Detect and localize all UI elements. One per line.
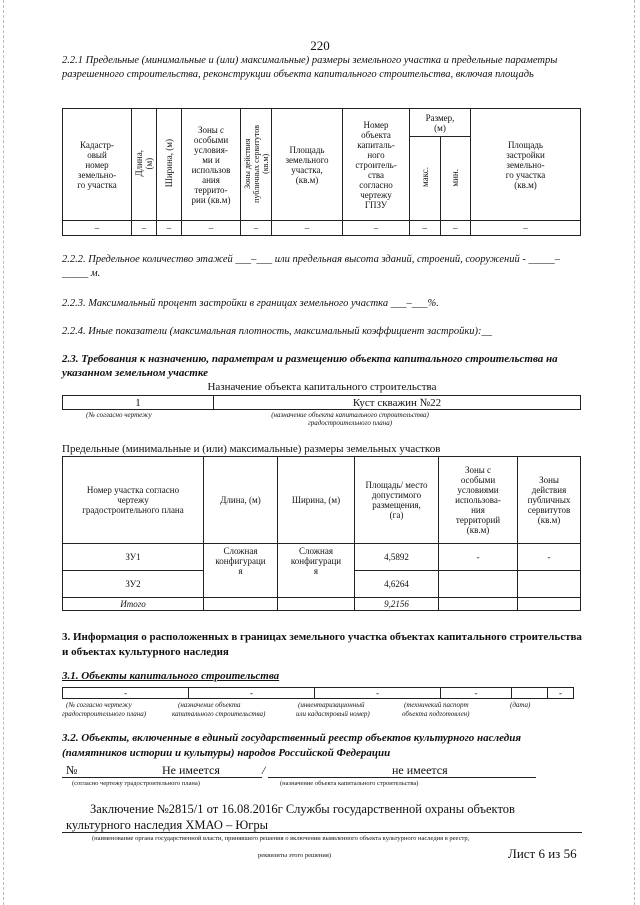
caption-purpose: (назначение объекта капитального строительства)	[271, 411, 429, 419]
object-purpose: Куст скважин №22	[214, 396, 581, 410]
cultural-name-value: не имеется	[392, 763, 448, 777]
caption-31-purpose: (назначение объекта	[178, 701, 241, 709]
caption-31-passport-2: объекта подготовлен)	[402, 710, 470, 718]
caption-31-purpose-2: капитального строительства)	[172, 710, 266, 718]
caption-conclusion: (наименование органа государственной власти, принявшего решения о включении выявленного объекта культурного наследия в реестр,	[92, 835, 470, 842]
th-plot-servitude: Зоны действия публичных сервитутов (кв.м)	[518, 457, 581, 544]
table-2-2-1	[62, 108, 581, 236]
th-plot-length: Длина, (м)	[204, 457, 278, 544]
conclusion-line-1: Заключение №2815/1 от 16.08.2016г Службы государственной охраны объектов	[90, 802, 515, 816]
caption-32-name: (назначение объекта капитального строительства)	[280, 780, 419, 787]
cultural-slash: /	[262, 763, 266, 777]
th-cadastr: Кадастр- овый номер земельно- го участка	[63, 109, 132, 221]
caption-31-no-2: градостроительного плана)	[62, 710, 147, 718]
table-sizes	[62, 456, 581, 611]
th-plot-no: Номер участка согласно чертежу градостроительного плана	[63, 457, 204, 544]
caption-31-inv-2: или кадастровый номер)	[296, 710, 370, 718]
sheet-number: Лист 6 из 56	[508, 846, 577, 861]
th-size: Размер, (м)	[410, 109, 471, 137]
section-2-2-4: 2.2.4. Иные показатели (максимальная плотность, максимальный коэффициент застройки):__	[62, 326, 493, 337]
scan-edge-right	[634, 0, 635, 905]
th-length: Длина, (м)	[132, 109, 157, 221]
section-3-2-heading: 3.2. Объекты, включенные в единый государственный реестр объектов культурного наследия (памятников истории и культуры) народов Российской Федерации	[62, 732, 521, 759]
object-number: 1	[63, 396, 214, 410]
sizes-title: Предельные (минимальные и (или) максимальные) размеры земельных участков	[62, 443, 441, 455]
caption-purpose-2: градостроительного плана)	[307, 419, 393, 427]
underline-conclusion	[62, 832, 582, 833]
cultural-no-label: №	[66, 763, 78, 777]
underline-no	[62, 777, 262, 778]
scan-edge-left	[3, 0, 4, 905]
section-3-1-heading: 3.1. Объекты капитального строительства	[62, 670, 280, 682]
section-2-2-2: 2.2.2. Предельное количество этажей ___–___ или предельная высота зданий, строений, сооружений - _____–_____ м.	[62, 254, 560, 279]
table-row: – – – – – – – – – –	[63, 221, 581, 236]
table-row: ЗУ1 Сложная конфигураци я Сложная конфигураци я 4,5892 - -	[63, 543, 581, 570]
page-number: 220	[310, 38, 330, 53]
purpose-title: Назначение объекта капитального строительства	[207, 381, 437, 393]
section-3-heading: 3. Информация о расположенных в границах земельного участка объектах капитального строительства и объектах культурного наследия	[62, 631, 582, 658]
caption-32-no: (согласно чертежу градостроительного плана)	[72, 780, 200, 787]
th-width: Ширина, (м)	[157, 109, 182, 221]
th-object-no: Номер объекта капиталь- ного строитель- ства согласно чертежу ГПЗУ	[343, 109, 410, 221]
caption-no: (№ согласно чертежу	[86, 411, 152, 419]
table-row-total: Итого 9,2156	[63, 597, 581, 610]
conclusion-line-2: культурного наследия ХМАО – Югры	[66, 818, 269, 832]
th-servitude: Зоны действия публичных сервитутов (кв.м)	[241, 109, 272, 221]
table-3-1: - - - - -	[62, 687, 574, 699]
caption-31-inv: (инвентаризационный	[298, 701, 365, 709]
section-2-2-3: 2.2.3. Максимальный процент застройки в границах земельного участка ___–___%.	[62, 298, 439, 309]
purpose-table	[62, 395, 581, 410]
th-area: Площадь земельного участка, (кв.м)	[272, 109, 343, 221]
th-plot-area: Площадь/ место допустимого размещения, (га)	[355, 457, 439, 544]
th-zones: Зоны с особыми условия- ми и использов ания террито- рии (кв.м)	[182, 109, 241, 221]
th-min: мин.	[440, 137, 471, 221]
th-max: макс.	[410, 137, 441, 221]
th-plot-width: Ширина, (м)	[278, 457, 355, 544]
caption-conclusion-2: реквизиты этого решения)	[258, 852, 332, 859]
underline-name	[268, 777, 536, 778]
section-2-2-1-heading: 2.2.1 Предельные (минимальные и (или) максимальные) размеры земельного участка и предельные параметры разрешенного строительства, реконструкции объекта капитального строительства, включая площадь	[62, 55, 558, 80]
cultural-no-value: Не имеется	[162, 763, 220, 777]
th-plot-zones: Зоны с особыми условиями использова- ния территорий (кв.м)	[439, 457, 518, 544]
caption-31-passport: (техничекий паспорт	[404, 701, 469, 709]
caption-31-no: (№ согласно чертежу	[66, 701, 132, 709]
table-row: ЗУ2 4,6264	[63, 570, 581, 597]
section-2-3-heading: 2.3. Требования к назначению, параметрам и размещению объекта капитального строительства на указанном земельном участке	[62, 353, 558, 379]
caption-31-date: (дата)	[510, 701, 531, 709]
th-build-area: Площадь застройки земельно- го участка (кв.м)	[471, 109, 581, 221]
